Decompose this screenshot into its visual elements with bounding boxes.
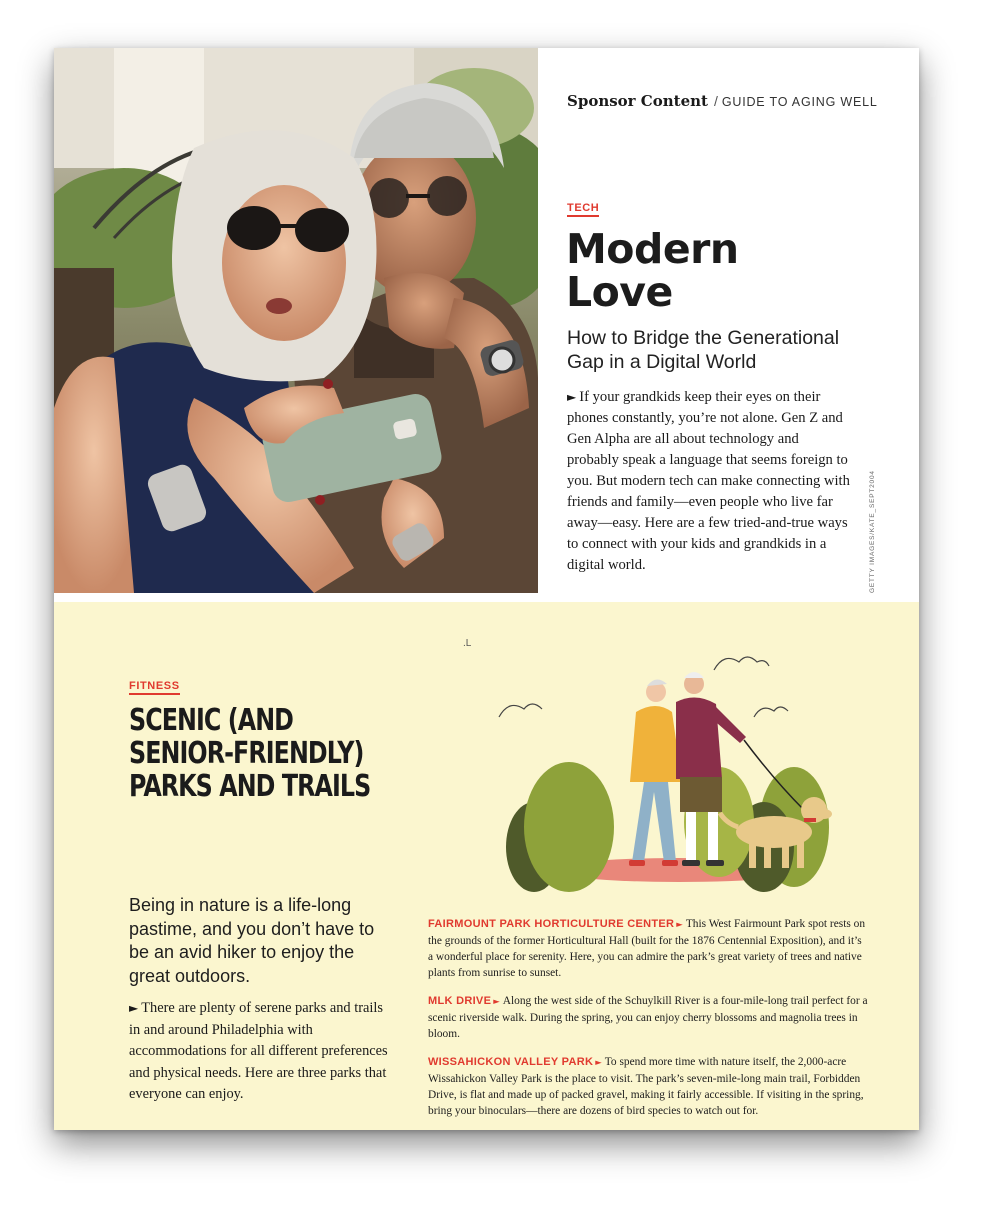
park-entry <box>428 916 868 981</box>
couple-walking-dog-illustration <box>464 622 844 894</box>
triangle-marker-icon: ► <box>493 997 500 1007</box>
guide-label: GUIDE TO AGING WELL <box>721 95 878 109</box>
title-line: SENIOR-FRIENDLY) <box>129 736 364 771</box>
park-name: FAIRMOUNT PARK HORTICULTURE CENTER <box>428 918 675 930</box>
park-entry <box>428 1054 868 1119</box>
park-name: WISSAHICKON VALLEY PARK <box>428 1056 594 1068</box>
triangle-marker-icon: ► <box>676 920 683 930</box>
couple-with-phone-photo <box>54 48 538 593</box>
arrow-icon: ► <box>129 1001 139 1015</box>
magazine-page <box>54 48 919 1130</box>
park-list <box>428 916 868 1130</box>
park-name: MLK DRIVE <box>428 995 492 1007</box>
sponsor-label: Sponsor Content <box>567 92 708 110</box>
header-separator: / <box>713 93 718 109</box>
fitness-article-title <box>129 704 371 803</box>
arrow-icon: ► <box>567 390 577 404</box>
fitness-body-text: There are plenty of serene parks and trails in and around Philadelphia with accommodations for all different preferences and physical needs. Here are three parks that everyone can enjoy. <box>129 1000 388 1102</box>
title-line: Modern <box>566 225 739 273</box>
fitness-article-body <box>129 998 391 1106</box>
title-line: PARKS AND TRAILS <box>129 769 371 804</box>
park-description: This West Fairmount Park spot rests on the grounds of the former Horticultural Hall (built for the 1876 Centennial Exposition), and it’s a wonderful place for serenity. Here, you can admire the park’s great variety of trees and native plants from sunrise to sunset. <box>428 918 866 979</box>
tech-body-text: If your grandkids keep their eyes on their phones constantly, you’re not alone. Gen Z and Gen Alpha are all about technology and probably speak a language that seems foreign to you. But modern tech can make connecting with friends and family—even people who live far away—easy. Here are a few tried-and-true ways to connect with your kids and grandkids in a digital world. <box>567 389 850 573</box>
title-line: SCENIC (AND <box>129 703 293 738</box>
fitness-section-tag: FITNESS <box>129 680 180 695</box>
fitness-dek: Being in nature is a life-long pastime, and you don’t have to be an avid hiker to enjoy the great outdoors. <box>129 895 375 986</box>
stray-mark: .L <box>463 638 472 649</box>
title-line: Love <box>566 268 673 316</box>
park-entry <box>428 993 868 1042</box>
tech-article-title <box>566 225 886 316</box>
fitness-section <box>54 602 919 1130</box>
park-description: Along the west side of the Schuylkill River is a four-mile-long trail perfect for a scenic riverside walk. During the spring, you can enjoy cherry blossoms and magnolia trees in bloom. <box>428 995 868 1040</box>
tech-section-tag: TECH <box>567 202 599 217</box>
park-description: To spend more time with nature itself, the 2,000-acre Wissahickon Valley Park is the place to visit. The park’s seven-mile-long main trail, Forbidden Drive, is flat and made up of packed gravel, making it fairly accessible. If visiting in the spring, bring your binoculars—there are dozens of bird species to watch out for. <box>428 1056 864 1117</box>
triangle-marker-icon: ► <box>595 1058 602 1068</box>
photo-credit: GETTY IMAGES/KATE_SEPT2004 <box>869 470 876 593</box>
page-header <box>567 92 878 111</box>
tech-article-body <box>567 387 852 576</box>
tech-article-subtitle: How to Bridge the Generational Gap in a Digital World <box>567 327 840 373</box>
